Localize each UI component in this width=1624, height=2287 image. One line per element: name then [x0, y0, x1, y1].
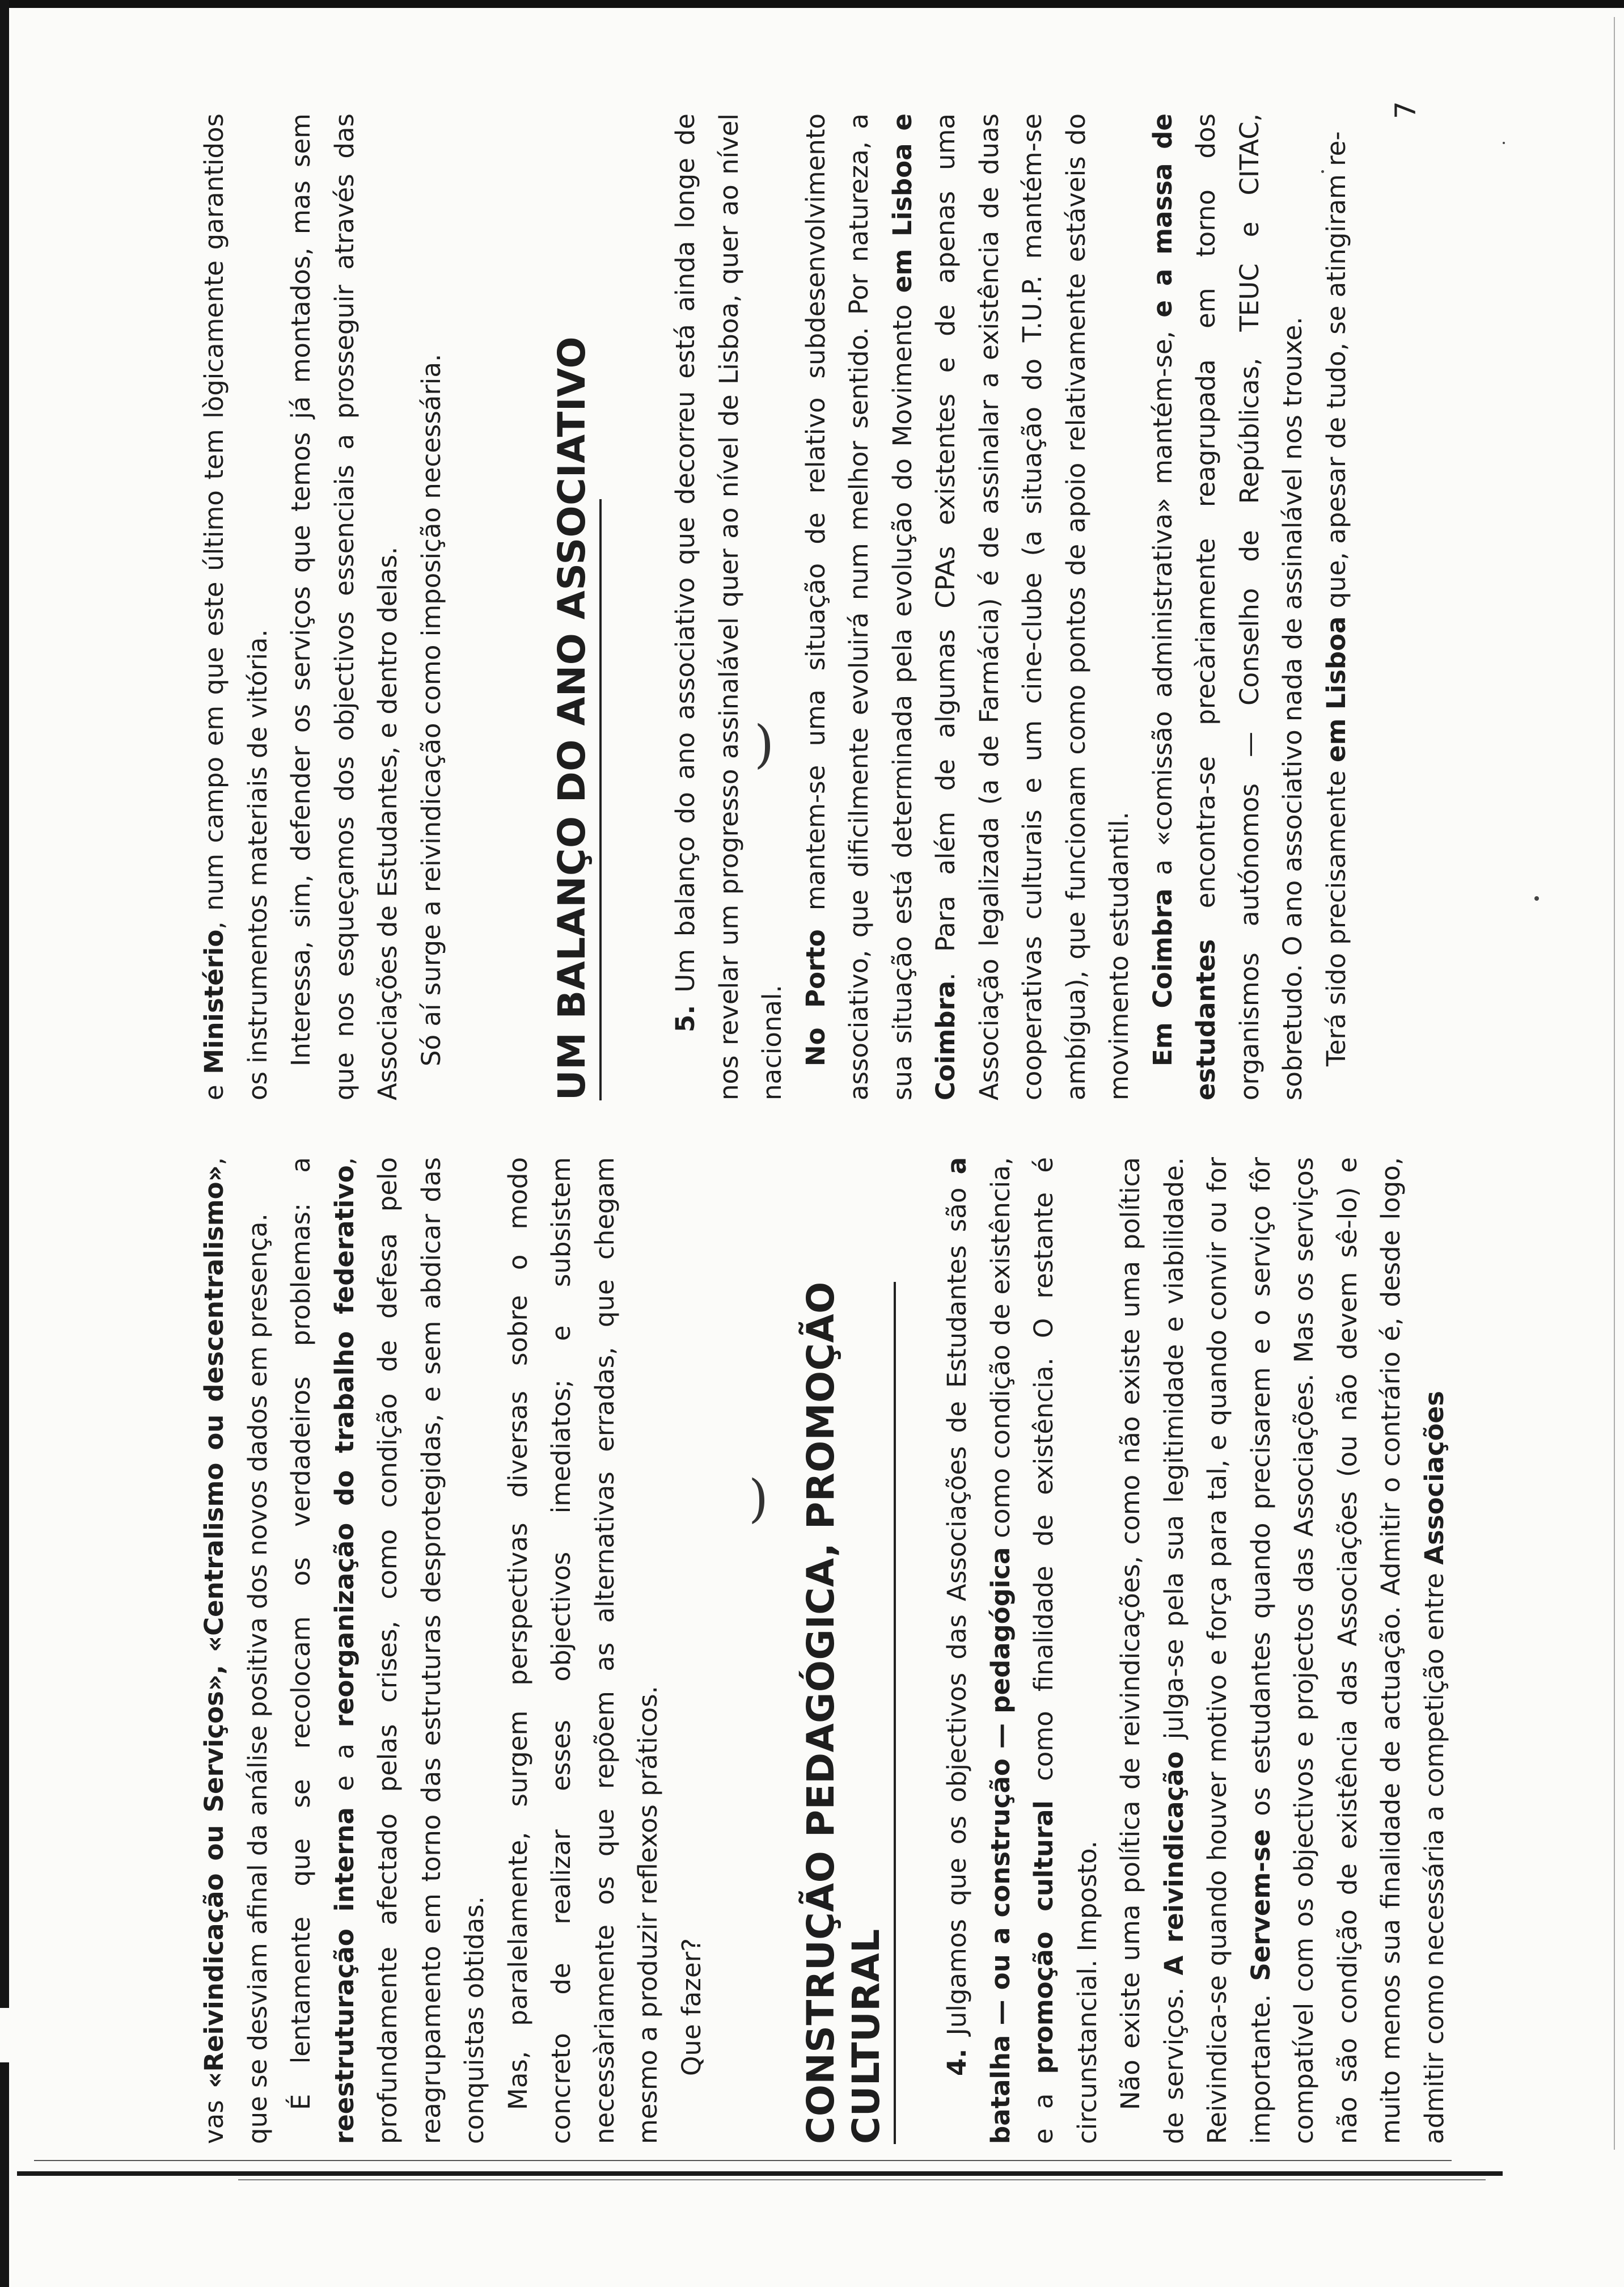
paragraph: Terá sido precisamente em Lisboa que, apesar de tudo, se atingiram re- — [1321, 131, 1351, 1066]
scan-edge-left — [0, 0, 9, 2287]
scan-edge-bottom — [17, 2171, 1503, 2176]
scan-speck — [1503, 142, 1505, 144]
paragraph: Mas, paralelamente, surgem perspectivas diversas sobre o modo concreto de realizar esses objectivos imediatos; e subsistem necessàriamente os que repõem as alternativas erradas, que chegam mesmo a produzir reflexos práticos. — [502, 1157, 663, 2144]
scan-edge-top — [0, 0, 1624, 8]
paragraph: Não existe uma política de reivindicações, como não existe uma política de serviços. A reivindicação julga-se pela sua legitimidade e viabilidade. Reivindica-se quando houver motivo e força para tal, e quando convir ou for importante. Servem-se os estudantes quando precisarem e o serviço fôr compatível com os objectivos e projectos das Associações. Mas os serviços não são condição de existência das Associações (ou não devem sê-lo) e muito menos sua finalidade de actuação. Admitir o contrário é, desde logo, admitir como necessária a competição entre Associações — [1115, 1157, 1449, 2144]
paragraph: É lentamente que se recolocam os verdadeiros problemas: a reestruturação interna e a reorganização do trabalho federativo, profundamente afectado pelas crises, como condição de defesa pelo reagrupamento em torno das estruturas desprotegidas, e sem abdicar das conquistas obtidas. — [286, 1157, 489, 2144]
section-heading: UM BALANÇO DO ANO ASSOCIATIVO — [550, 336, 594, 1100]
rotated-document-content — [142, 79, 1449, 2144]
paragraph: No Porto mantem-se uma situação de relativo subdesenvolvimento associativo, que dificilmente evoluirá num melhor sentido. Por natureza, a sua situação está determinada pela evolução do Movimento em Lisboa e Coimbra. Para além de algumas CPAs existentes e de apenas uma Associação legalizada (a de Farmácia) é de assinalar a existência de duas cooperativas culturais e um cine-clube (a situação do T.U.P. mantém-se ambígua), que funcionam como pontos de apoio relativamente estáveis do movimento estudantil. — [800, 113, 1134, 1100]
right-text-block — [193, 113, 453, 1100]
scan-edge-line — [238, 2179, 1486, 2180]
paragraph: Interessa, sim, defender os serviços que temos já montados, mas sem que nos esqueçamos dos objectivos essenciais a prosseguir através das Associações de Estudantes, e dentro delas. — [286, 113, 403, 1100]
binding-mark-icon: ) — [754, 715, 775, 774]
scan-edge-gap — [0, 2008, 9, 2062]
paragraph: Em Coimbra a «comissão administrativa» mantém-se, e a massa de estudantes encontra-se precàriamente reagrupada em torno dos organismos autónomos — Conselho de Repúblicas, TEUC e CITAC, sobretudo. O ano associativo nada de assinalável nos trouxe. — [1147, 113, 1308, 1100]
scan-edge-line — [34, 2160, 1452, 2161]
section-heading: CONSTRUÇÃO PEDAGÓGICA, PROMOÇÃO CULTURAL — [799, 1281, 888, 2144]
left-text-block-2 — [936, 1157, 1456, 2144]
paragraph: vas «Reivindicação ou Serviços», «Centralismo ou descentralismo», que se desviam afinal da análise positiva dos novos dados em presença. — [199, 1157, 273, 2144]
scan-edge-right — [1614, 17, 1615, 2150]
page-number: 7 — [1389, 101, 1422, 119]
left-column — [193, 1157, 1449, 2144]
binding-mark-icon: ) — [748, 1469, 769, 1529]
right-column — [193, 113, 1384, 1100]
paragraph: e Ministério, num campo em que este último tem lògicamente garantidos os instrumentos materiais de vitória. — [199, 113, 273, 1100]
scan-speck — [1534, 896, 1539, 901]
right-text-block-2 — [664, 113, 1358, 1100]
paragraph: Só aí surge a reivindicação como imposição necessária. — [416, 353, 446, 1066]
paragraph: Que fazer? — [676, 1938, 707, 2076]
left-text-block — [193, 1157, 713, 2144]
paragraph: 5. Um balanço do ano associativo que decorreu está ainda longe de nos revelar um progresso assinalável quer ao nível de Lisboa, quer ao nível nacional. — [670, 113, 787, 1100]
paragraph: 4. Julgamos que os objectivos das Associações de Estudantes são a batalha — ou a construção — pedagógica como condição de existência, e a promoção cultural como finalidade de existência. O restante é circunstancial. Imposto. — [942, 1157, 1102, 2144]
